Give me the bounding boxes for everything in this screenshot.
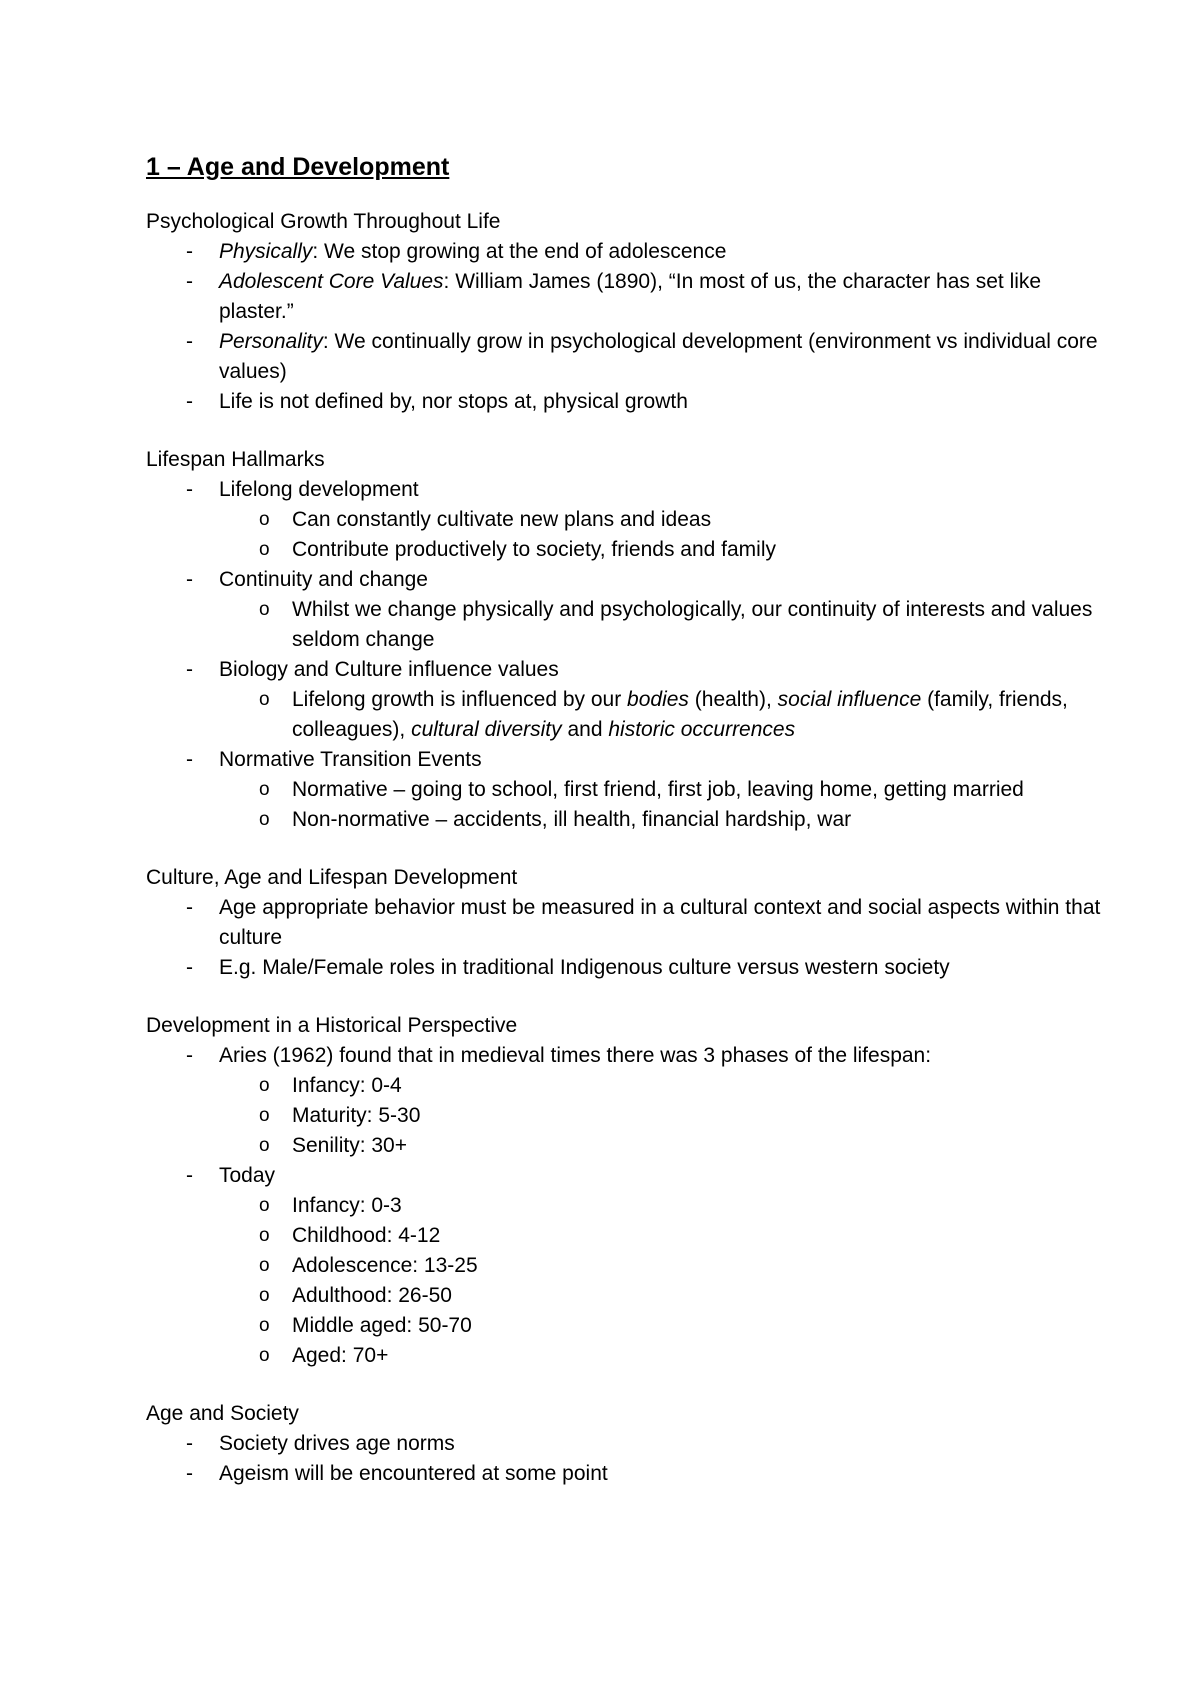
dash-bullet: -: [186, 658, 193, 681]
section-lifespan-hallmarks: [146, 445, 1120, 835]
item-text: : We stop growing at the end of adolescence: [312, 240, 727, 263]
dash-bullet: -: [186, 956, 193, 979]
item-text: Life is not defined by, nor stops at, physical growth: [219, 390, 688, 413]
dash-bullet: -: [186, 1044, 193, 1067]
circle-bullet: o: [259, 1135, 270, 1156]
circle-bullet: o: [259, 1075, 270, 1096]
sub-list-item: [219, 595, 1120, 655]
list-item: [146, 327, 1120, 387]
sub-list-item: [219, 1071, 1120, 1101]
sub-item-text: and: [561, 718, 609, 741]
bullet-list: [146, 1041, 1120, 1371]
sub-list: [219, 595, 1120, 655]
circle-bullet: o: [259, 1285, 270, 1306]
emphasis-text: social influence: [777, 688, 922, 711]
item-text: Aries (1962) found that in medieval times there was 3 phases of the lifespan:: [219, 1044, 932, 1067]
circle-bullet: o: [259, 779, 270, 800]
list-item: [146, 565, 1120, 655]
sub-item-text: Non-normative – accidents, ill health, financial hardship, war: [292, 808, 852, 831]
list-item: [146, 953, 1120, 983]
circle-bullet: o: [259, 599, 270, 620]
document-title: 1 – Age and Development: [146, 153, 450, 181]
sub-list-item: [219, 535, 1120, 565]
dash-bullet: -: [186, 390, 193, 413]
sub-list: [219, 505, 1120, 565]
item-text: Today: [219, 1164, 276, 1187]
section-heading: Lifespan Hallmarks: [146, 448, 325, 471]
item-term: Physically: [219, 240, 313, 263]
circle-bullet: o: [259, 1105, 270, 1126]
item-text: Ageism will be encountered at some point: [219, 1462, 608, 1485]
sub-list-item: [219, 1311, 1120, 1341]
sub-item-text: Infancy: 0-4: [292, 1074, 402, 1097]
sub-list-item: [219, 505, 1120, 535]
dash-bullet: -: [186, 896, 193, 919]
list-item: [146, 237, 1120, 267]
sub-item-text: Adolescence: 13-25: [292, 1254, 478, 1277]
section-age-and-society: [146, 1399, 1120, 1489]
list-item: [146, 745, 1120, 835]
item-text: Continuity and change: [219, 568, 428, 591]
sub-list-item: [219, 685, 1120, 745]
item-text: Lifelong development: [219, 478, 419, 501]
circle-bullet: o: [259, 1255, 270, 1276]
dash-bullet: -: [186, 240, 193, 263]
item-text: : William James (1890), “In most of us, the character has set like plaster.”: [219, 270, 1042, 323]
sub-item-text: Normative – going to school, first friend, first job, leaving home, getting married: [292, 778, 1024, 801]
dash-bullet: -: [186, 1164, 193, 1187]
emphasis-text: bodies: [627, 688, 689, 711]
dash-bullet: -: [186, 748, 193, 771]
list-item: [146, 893, 1120, 953]
bullet-list: [146, 475, 1120, 835]
list-item: [146, 1429, 1120, 1459]
sub-item-text: Lifelong growth is influenced by our: [292, 688, 628, 711]
section-historical-perspective: [146, 1011, 1120, 1371]
item-text: Biology and Culture influence values: [219, 658, 559, 681]
sub-item-text: Adulthood: 26-50: [292, 1284, 452, 1307]
section-psychological-growth: [146, 207, 1120, 417]
sub-list-item: [219, 1251, 1120, 1281]
sub-list-item: [219, 805, 1120, 835]
circle-bullet: o: [259, 689, 270, 710]
circle-bullet: o: [259, 1195, 270, 1216]
circle-bullet: o: [259, 1345, 270, 1366]
list-item: [146, 475, 1120, 565]
list-item: [146, 1459, 1120, 1489]
sub-list-item: [219, 775, 1120, 805]
sub-list: [219, 685, 1120, 745]
circle-bullet: o: [259, 509, 270, 530]
item-text: : We continually grow in psychological development (environment vs individual core values): [219, 330, 1098, 383]
sub-list-item: [219, 1281, 1120, 1311]
circle-bullet: o: [259, 1225, 270, 1246]
sub-item-text: Middle aged: 50-70: [292, 1314, 472, 1337]
bullet-list: [146, 1429, 1120, 1489]
section-heading: Psychological Growth Throughout Life: [146, 210, 501, 233]
sub-item-text: Contribute productively to society, friends and family: [292, 538, 777, 561]
sub-item-text: Can constantly cultivate new plans and ideas: [292, 508, 712, 531]
dash-bullet: -: [186, 270, 193, 293]
sub-list-item: [219, 1101, 1120, 1131]
section-heading: Age and Society: [146, 1402, 299, 1425]
item-term: Adolescent Core Values: [219, 270, 444, 293]
sub-item-text: Maturity: 5-30: [292, 1104, 421, 1127]
list-item: [146, 387, 1120, 417]
list-item: [146, 655, 1120, 745]
sub-item-text: Childhood: 4-12: [292, 1224, 441, 1247]
list-item: [146, 1041, 1120, 1161]
emphasis-text: cultural diversity: [411, 718, 562, 741]
circle-bullet: o: [259, 539, 270, 560]
sub-list-item: [219, 1221, 1120, 1251]
bullet-list: [146, 893, 1120, 983]
list-item: [146, 267, 1120, 327]
item-text: Age appropriate behavior must be measured in a cultural context and social aspects within that culture: [219, 896, 1101, 949]
sub-item-text: (health),: [688, 688, 778, 711]
sub-list-item: [219, 1131, 1120, 1161]
dash-bullet: -: [186, 1432, 193, 1455]
sub-item-text: Senility: 30+: [292, 1134, 407, 1157]
sub-list-item: [219, 1191, 1120, 1221]
section-heading: Culture, Age and Lifespan Development: [146, 866, 518, 889]
bullet-list: [146, 237, 1120, 417]
circle-bullet: o: [259, 809, 270, 830]
sub-item-text: Infancy: 0-3: [292, 1194, 402, 1217]
sub-list: [219, 775, 1120, 835]
section-heading: Development in a Historical Perspective: [146, 1014, 518, 1037]
emphasis-text: historic occurrences: [608, 718, 796, 741]
sub-item-text: Aged: 70+: [292, 1344, 389, 1367]
item-text: Normative Transition Events: [219, 748, 482, 771]
dash-bullet: -: [186, 478, 193, 501]
sub-item-text: Whilst we change physically and psychologically, our continuity of interests and values seldom change: [292, 598, 1093, 651]
sub-list: [219, 1071, 1120, 1161]
dash-bullet: -: [186, 568, 193, 591]
item-text: E.g. Male/Female roles in traditional Indigenous culture versus western society: [219, 956, 950, 979]
section-culture-age: [146, 863, 1120, 983]
dash-bullet: -: [186, 330, 193, 353]
item-term: Personality: [219, 330, 323, 353]
list-item: [146, 1161, 1120, 1371]
dash-bullet: -: [186, 1462, 193, 1485]
sub-list-item: [219, 1341, 1120, 1371]
item-text: Society drives age norms: [219, 1432, 455, 1455]
circle-bullet: o: [259, 1315, 270, 1336]
sub-list: [219, 1191, 1120, 1371]
sub-item-text: (family, friends, colleagues),: [292, 688, 1068, 741]
